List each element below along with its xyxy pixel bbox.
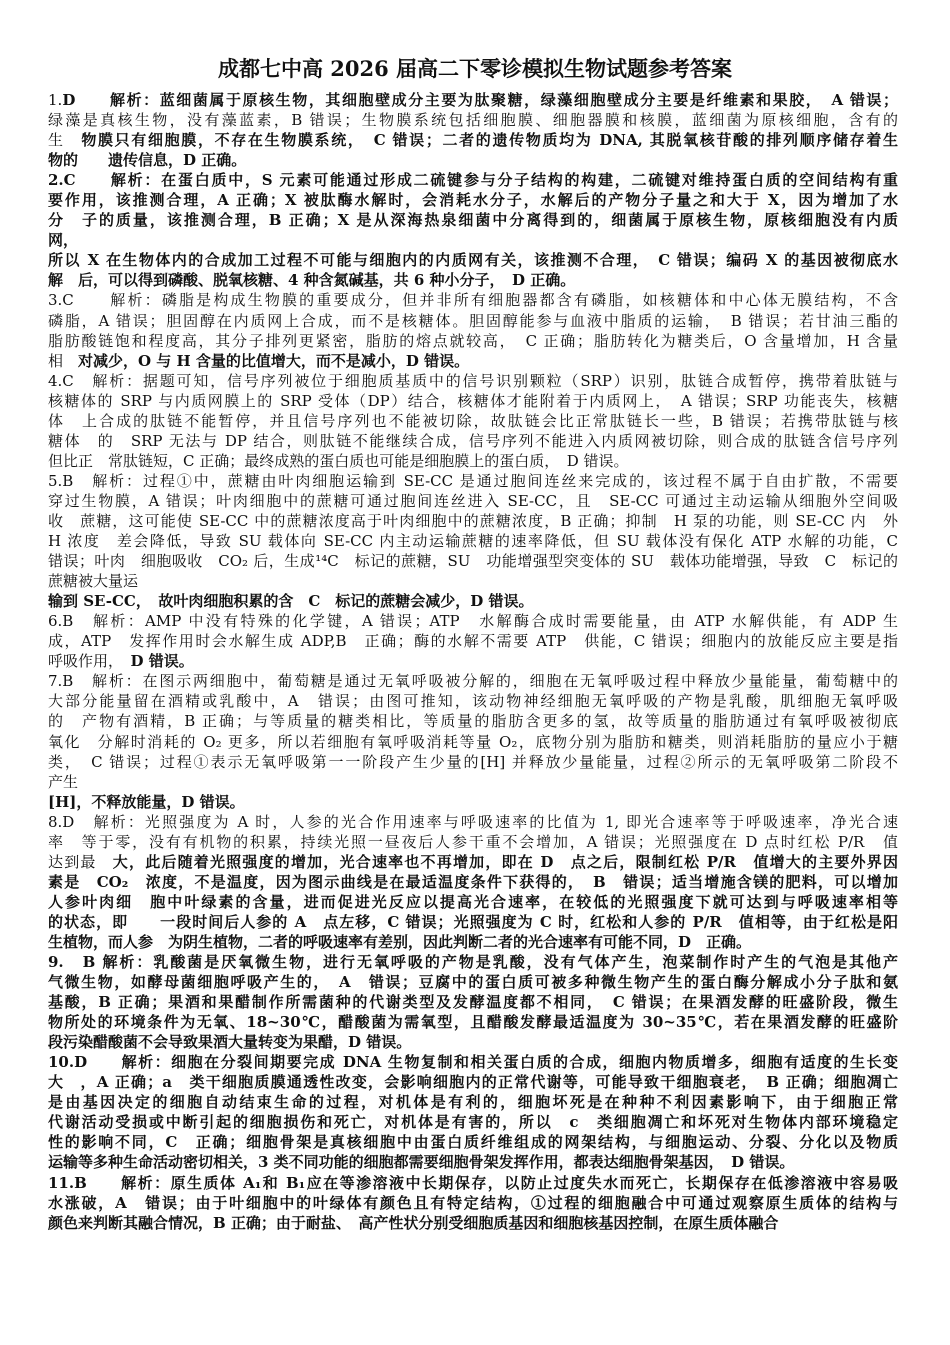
answer-text-bold: 9. B 解析：乳酸菌是厌氧微生物，进行无氧呼吸的产物是乳酸，没有气体产生，泡菜制作时产生的气泡是其他产 — [48, 953, 898, 972]
answer-line — [48, 1173, 898, 1193]
answer-text: 生 — [48, 131, 82, 150]
answer-line — [48, 752, 898, 772]
answer-line — [48, 371, 898, 391]
answer-line — [48, 591, 898, 611]
answer-item-8 — [48, 812, 898, 952]
answer-line — [48, 551, 898, 571]
answer-text: 7.B 解析：在图示两细胞中，葡萄糖是通过无氧呼吸被分解的，细胞在无氧呼吸过程中释放少量能量，葡萄糖中的 — [48, 672, 898, 691]
answer-text-bold: 输到 SE-CC， 故叶肉细胞积累的含 C 标记的蔗糖会减少，D 错误。 — [48, 592, 534, 611]
answer-text-bold: 大，此后随着光照强度的增加，光合速率也不再增加，即在 D 点之后，限制红松 P/R 值增大的主要外界因 — [112, 852, 898, 871]
answer-text: 磷脂，A 错误；胆固醇在内质网上合成，而不是核糖体。胆固醇能参与血液中脂质的运输， B 错误；若甘油三酯的 — [48, 311, 898, 330]
answer-line — [48, 1052, 898, 1072]
answer-text: 产生 — [48, 772, 79, 791]
answer-line — [48, 411, 898, 431]
answer-text-bold: 代谢活动受损或中断引起的细胞损伤和死亡，对机体是有害的，所以 c 类细胞凋亡和坏死对生物体内部环境稳定 — [48, 1113, 898, 1132]
answer-item-1 — [48, 90, 898, 170]
answer-text-bold: 物膜只有细胞膜，不存在生物膜系统， C 错误；二者的遗传物质均为 DNA, 其脱氧核苷酸的排列顺序储存着生 — [81, 131, 898, 150]
answer-line — [48, 351, 898, 371]
page-title: 成都七中高 2026 届高二下零诊模拟生物试题参考答案 — [217, 56, 733, 82]
answer-text: 相 — [48, 351, 79, 370]
answer-line — [48, 1072, 898, 1092]
answer-text-bold: 11.B 解析：原生质体 A₁和 B₁应在等渗溶液中长期保存，以防止过度失水而死亡，长期保存在低渗溶液中容易吸 — [48, 1173, 898, 1192]
answer-text-bold: 人参叶肉细 胞中叶绿素的含量，进而促进光反应以提高光合速率，在较低的光照强度下就可达到与呼吸速率相等 — [48, 892, 898, 911]
answer-line — [48, 1112, 898, 1132]
answer-text: 5.B 解析：过程①中，蔗糖由叶肉细胞运输到 SE-CC 是通过胞间连丝来完成的，该过程不属于自由扩散，不需要 — [48, 471, 898, 490]
answer-item-5 — [48, 471, 898, 611]
answer-text: 氧化 分解时消耗的 O₂ 更多，所以若细胞有氧呼吸消耗等量 O₂，底物分别为脂肪和糖类，则消耗脂肪的量应小于糖 — [48, 732, 898, 751]
answer-text: 6.B 解析：AMP 中没有特殊的化学键，A 错误；ATP 水解酶合成时需要能量，由 ATP 水解供能，有 ADP 生 — [48, 612, 898, 631]
answer-line — [48, 331, 898, 351]
answer-item-9 — [48, 952, 898, 1052]
answer-text-bold: 生植物，而人参 为阴生植物，二者的呼吸速率有差别，因此判断二者的光合速率有可能不同，D 正确。 — [48, 932, 752, 951]
answer-text-bold: 解 后，可以得到磷酸、脱氧核糖、4 种含氮碱基，共 6 种小分子， D 正确。 — [48, 271, 576, 290]
answer-line — [48, 511, 898, 531]
answer-line — [48, 1092, 898, 1112]
answer-line — [48, 631, 898, 651]
answer-text: 错误；叶肉 细胞吸收 CO₂ 后，生成¹⁴C 标记的蔗糖，SU 功能增强型突变体的 SU 载体功能增强，导致 C 标记的 — [48, 552, 898, 571]
answer-line — [48, 611, 898, 631]
answer-text-bold: 气微生物，如酵母菌细胞呼吸产生的， A 错误；豆腐中的蛋白质可被多种微生物产生的蛋白酶分解成小分子肽和氨 — [48, 973, 898, 992]
answer-text: 体 上合成的肽链不能暂停，并且信号序列也不能被切除，故肽链会比正常肽链长一些，B 错误；若携带肽链与核 — [48, 411, 898, 430]
answer-text: 成，ATP 发挥作用时会水解生成 ADP,B 正确；酶的水解不需要 ATP 供能，C 错误；细胞内的放能反应主要是指 — [48, 632, 898, 651]
answer-text-bold: 是由基因决定的细胞自动结束生命的过程，对机体是有利的，细胞坏死是在种种不利因素影响下，由于细胞正常 — [48, 1093, 898, 1112]
answer-text: 率 等于零，没有有机物的积累，持续光照一昼夜后人参干重不会增加，A 错误；光照强度在 D 点时红松 P/R 值 — [48, 832, 898, 851]
answer-text: 呼吸作用， — [48, 652, 131, 671]
answer-text-bold: 段污染醋酸菌不会导致果酒大量转变为果醋，D 错误。 — [48, 1033, 412, 1052]
answer-line — [48, 531, 898, 551]
answer-text: 8.D 解析：光照强度为 A 时，人参的光合作用速率与呼吸速率的比值为 1, 即光合速率等于呼吸速率，净光合速 — [48, 812, 898, 831]
answer-line — [48, 451, 898, 471]
answer-line — [48, 952, 898, 972]
answer-text-bold: [H]，不释放能量，D 错误。 — [48, 792, 245, 811]
answer-text-bold: 颜色来判断其融合情况，B 正确；由于耐盐、 高产性状分别受细胞质基因和细胞核基因控制，在原生质体融合 — [48, 1213, 779, 1232]
answer-item-7 — [48, 671, 898, 811]
answer-text-bold: 基酸，B 正确；果酒和果醋制作所需菌种的代谢类型及发酵温度都不相同， C 错误；在果酒发酵的旺盛阶段，微生 — [48, 993, 898, 1012]
answer-item-3 — [48, 290, 898, 370]
answer-item-2 — [48, 170, 898, 290]
answer-line — [48, 1213, 898, 1233]
answer-line — [48, 290, 898, 310]
answer-text-bold: 物所处的环境条件为无氧、18~30℃，醋酸菌为需氧型，且醋酸发酵最适温度为 30~35℃，若在果酒发酵的旺盛阶 — [48, 1013, 898, 1032]
answer-line — [48, 711, 898, 731]
answer-line — [48, 431, 898, 451]
answer-line — [48, 210, 898, 230]
answer-line — [48, 170, 898, 190]
answer-line — [48, 230, 898, 250]
answer-text-bold: 的状态，即 一段时间后人参的 A 点左移，C 错误；光照强度为 C 时，红松和人参的 P/R 值相等，由于红松是阳 — [48, 912, 898, 931]
answer-line — [48, 190, 898, 210]
answer-text: 3.C 解析：磷脂是构成生物膜的重要成分，但并非所有细胞器都含有磷脂，如核糖体和中心体无膜结构，不含 — [48, 291, 898, 310]
answer-text-bold: 物的 遗传信息，D 正确。 — [48, 151, 247, 170]
answer-text-bold: 运输等多种生命活动密切相关，3 类不同功能的细胞都需要细胞骨架发挥作用，都表达细胞骨架基因， D 错误。 — [48, 1153, 795, 1172]
answer-line — [48, 792, 898, 812]
answer-text-bold: 素是 CO₂ 浓度，不是温度，因为图示曲线是在最适温度条件下获得的， B 错误；适当增施含镁的肥料，可以增加 — [48, 872, 898, 891]
answer-line — [48, 812, 898, 832]
answer-line — [48, 691, 898, 711]
answer-text: 核糖体的 SRP 与内质网膜上的 SRP 受体（DP）结合，核糖体才能附着于内质网上， A 错误；SRP 功能丧失，核糖 — [48, 391, 898, 410]
answer-item-6 — [48, 611, 898, 671]
answer-text-bold: 性的影响不同，C 正确；细胞骨架是真核细胞中由蛋白质纤维组成的网架结构，与细胞运动、分裂、分化以及物质 — [48, 1133, 898, 1152]
answer-line — [48, 1032, 898, 1052]
answer-key-body — [48, 90, 898, 1233]
answer-line — [48, 651, 898, 671]
answer-line — [48, 832, 898, 852]
answer-text: 4.C 解析：据题可知，信号序列被位于细胞质基质中的信号识别颗粒（SRP）识别，肽链合成暂停，携带着肽链与 — [48, 371, 898, 390]
answer-text-bold: D 错误。 — [130, 652, 194, 671]
answer-text: 类， C 错误；过程①表示无氧呼吸第一一阶段产生少量的[H] 并释放少量能量，过程②所示的无氧呼吸第二阶段不 — [48, 752, 898, 771]
answer-line — [48, 732, 898, 752]
answer-text: 糖体 的 SRP 无法与 DP 结合，则肽链不能继续合成，信号序列不能进入内质网被切除，则合成的肽链含信号序列 — [48, 431, 898, 450]
answer-text-bold: 大 ，A 正确；a 类干细胞质膜通透性改变，会影响细胞内的正常代谢等，可能导致干细胞衰老， B 正确；细胞凋亡 — [48, 1073, 898, 1092]
answer-text: 但比正 常肽链短，C 正确；最终成熟的蛋白质也可能是细胞膜上的蛋白质， D 错误。 — [48, 451, 629, 470]
answer-text: 穿过生物膜，A 错误；叶肉细胞中的蔗糖可通过胞间连丝进入 SE-CC，且 SE-CC 可通过主动运输从细胞外空间吸 — [48, 491, 898, 510]
answer-item-10 — [48, 1052, 898, 1172]
answer-text-bold: 网， — [48, 231, 79, 250]
answer-line — [48, 270, 898, 290]
answer-text-bold: 所以 X 在生物体内的合成加工过程不可能与细胞内的内质网有关，该推测不合理， C 错误；编码 X 的基因被彻底水 — [48, 251, 898, 270]
answer-line — [48, 892, 898, 912]
answer-text: 绿藻是真核生物，没有藻蓝素，B 错误；生物膜系统包括细胞膜、细胞器膜和核膜，蓝细菌为原核细胞，含有的 — [48, 111, 898, 130]
answer-text-bold: 分 子的质量，该推测合理，B 正确；X 是从深海热泉细菌中分离得到的，细菌属于原核生物，原核细胞没有内质 — [48, 211, 898, 230]
answer-text-bold: 水涨破，A 错误；由于叶细胞中的叶绿体有颜色且有特定结构，①过程的细胞融合中可通过观察原生质体的结构与 — [48, 1193, 898, 1212]
answer-line — [48, 391, 898, 411]
answer-line — [48, 1152, 898, 1172]
answer-line — [48, 571, 898, 591]
answer-line — [48, 471, 898, 491]
answer-line — [48, 872, 898, 892]
answer-line — [48, 110, 898, 130]
answer-text-bold: 10.D 解析：细胞在分裂间期要完成 DNA 生物复制和相关蛋白质的合成，细胞内物质增多，细胞有适度的生长变 — [48, 1053, 898, 1072]
answer-text-bold: D 解析：蓝细菌属于原核生物，其细胞壁成分主要为肽聚糖，绿藻细胞壁成分主要是纤维素和果胶， A 错误； — [62, 91, 898, 109]
answer-text-bold: 要作用，该推测合理，A 正确；X 被肽酶水解时，会消耗水分子，水解后的产物分子量之和大于 X，因为增加了水 — [48, 191, 898, 210]
answer-line — [48, 772, 898, 792]
answer-text: 1. — [48, 91, 63, 109]
answer-line — [48, 491, 898, 511]
answer-line — [48, 150, 898, 170]
answer-line — [48, 671, 898, 691]
answer-line — [48, 1012, 898, 1032]
answer-text: 蔗糖被大量运 — [48, 572, 139, 591]
answer-line — [48, 912, 898, 932]
answer-line — [48, 1132, 898, 1152]
answer-line — [48, 1193, 898, 1213]
answer-line — [48, 130, 898, 150]
answer-text: H 浓度 差会降低，导致 SU 载体向 SE-CC 内主动运输蔗糖的速率降低，但 SU 载体没有保化 ATP 水解的功能，C — [48, 532, 898, 551]
answer-text: 收 蔗糖，这可能使 SE-CC 中的蔗糖浓度高于叶肉细胞中的蔗糖浓度，B 正确；抑制 H 泵的功能，则 SE-CC 内 外 — [48, 511, 898, 530]
answer-line — [48, 852, 898, 872]
answer-text: 的 产物有酒精，B 正确；与等质量的糖类相比，等质量的脂肪含更多的氢，故等质量的脂肪通过有氧呼吸被彻底 — [48, 712, 898, 731]
answer-line — [48, 932, 898, 952]
answer-line — [48, 90, 898, 110]
answer-line — [48, 992, 898, 1012]
answer-item-11 — [48, 1173, 898, 1233]
answer-line — [48, 972, 898, 992]
answer-text: 达到最 — [48, 852, 113, 871]
answer-line — [48, 311, 898, 331]
answer-item-4 — [48, 371, 898, 471]
answer-text: 大部分能量留在酒精或乳酸中，A 错误；由图可推知，该动物神经细胞无氧呼吸的产物是乳酸，肌细胞无氧呼吸 — [48, 692, 898, 711]
answer-text-bold: 对减少，O 与 H 含量的比值增大，而不是减小，D 错误。 — [78, 351, 470, 370]
answer-text: 脂肪酸链饱和程度高，其分子排列更紧密，脂肪的熔点就较高， C 正确；脂肪转化为糖类后，O 含量增加，H 含量 — [48, 331, 898, 350]
answer-line — [48, 250, 898, 270]
answer-text-bold: 2.C 解析：在蛋白质中，S 元素可能通过形成二硫键参与分子结构的构建，二硫键对维持蛋白质的空间结构有重 — [48, 171, 898, 190]
